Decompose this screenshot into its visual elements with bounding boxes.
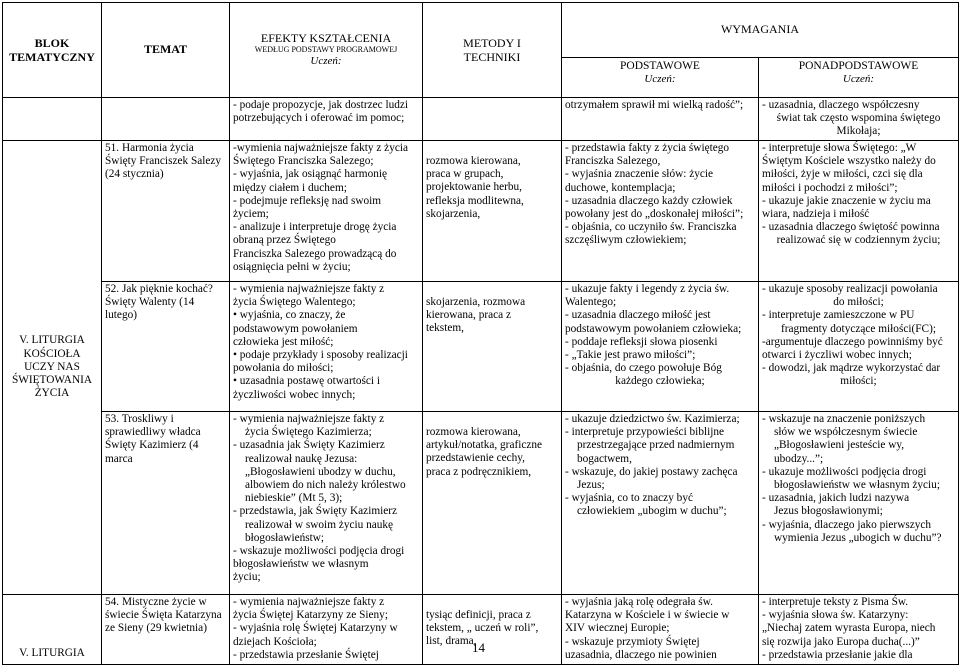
metody-52: skojarzenia, rozmowa kierowana, praca z tekstem, (423, 282, 562, 412)
curriculum-table (2, 2, 959, 665)
header-wymagania: WYMAGANIA (562, 3, 959, 58)
podstawowe-51: - przedstawia fakty z życia świętego Franciszka Salezego, - wyjaśnia znaczenie słów: życie duchowe, kontemplacja; - uzasadnia dlaczego każdy człowiek powołany jest do „doskonałej miłości”; - objaśnia, co uczyniło św. Franciszka szczęśliwym człowiekiem; (562, 141, 759, 282)
ponad-53: - wskazuje na znaczenie poniższych słów we współczesnym świecie „Błogosławieni jesteście wy, ubodzy...”; - ukazuje możliwości podjęcia drogi błogosławieństw we własnym życiu; - uzasadnia, jakich ludzi nazywa Jezus błogosławionymi; - wyjaśnia, dlaczego jako pierwszych wymienia Jezus „ubogich w duchu”? (759, 412, 959, 595)
podstawowe-53: - ukazuje dziedzictwo św. Kazimierza; - interpretuje przypowieści biblijne przestrzegające przed nadmiernym bogactwem, - wskazuje, do jakiej postawy zachęca Jezus; - wyjaśnia, co to znaczy być człowiekiem „ubogim w duchu”; (562, 412, 759, 595)
header-temat: TEMAT (102, 3, 230, 98)
carry-efekty: - podaje propozycje, jak dostrzec ludzi potrzebujących i oferować im pomoc; (230, 98, 423, 141)
efekty-51: -wymienia najważniejsze fakty z życia Świętego Franciszka Salezego; - wyjaśnia, jak osiągnąć harmonię między ciałem i duchem; - podejmuje refleksję nad swoim życiem; - analizuje i interpretuje drogę życia obraną przez Świętego Franciszka Salezego prowadzącą do osiągnięcia pełni w życiu; (230, 141, 423, 282)
carry-ponad: - uzasadnia, dlaczego współczesny świat tak często wspomina świętego Mikołaja; (759, 98, 959, 141)
carry-podstawowe: otrzymałem sprawił mi wielką radość”; (562, 98, 759, 141)
efekty-53: - wymienia najważniejsze fakty z życia Świętego Kazimierza; - uzasadnia jak Święty Kazimierz realizował naukę Jezusa: „Błogosławieni ubodzy w duchu, albowiem do nich należy królestwo niebieskie” (Mt 5, 3); - przedstawia, jak Święty Kazimierz realizował w swoim życiu naukę błogosławieństw; - wskazuje możliwości podjęcia drogi błogosławieństw we własnym życiu; (230, 412, 423, 595)
podstawowe-54: - wyjaśnia jaką rolę odegrała św. Katarzyna w Kościele i w świecie w XIV wiecznej Europie; - wskazuje przymioty Świętej uzasadnia, dlaczego nie powinien (562, 595, 759, 665)
header-blok: BLOK TEMATYCZNY (3, 3, 102, 98)
temat-51: 51. Harmonia życia Święty Franciszek Salezy (24 stycznia) (102, 141, 230, 282)
carry-blok (3, 98, 102, 141)
temat-52: 52. Jak pięknie kochać? Święty Walenty (14 lutego) (102, 282, 230, 412)
block-liturgia-bottom: V. LITURGIA (3, 595, 102, 665)
temat-54: 54. Mistyczne życie w świecie Święta Katarzyna ze Sieny (29 kwietnia) (102, 595, 230, 665)
header-podstawowe: PODSTAWOWE Uczeń: (562, 58, 759, 98)
temat-53: 53. Troskliwy i sprawiedliwy władca Święty Kazimierz (4 marca (102, 412, 230, 595)
efekty-52: - wymienia najważniejsze fakty z życia Świętego Walentego; • wyjaśnia, co znaczy, że podstawowym powołaniem człowieka jest miłość; • podaje przykłady i sposoby realizacji powołania do miłości; • uzasadnia postawę otwartości i życzliwości wobec innych; (230, 282, 423, 412)
ponad-51: - interpretuje słowa Świętego: „W Świętym Kościele wszystko należy do miłości, żyje w miłości, czci się dla miłości i pochodzi z miłości”; - ukazuje jakie znaczenie w życiu ma wiara, nadzieja i miłość - uzasadnia dlaczego świętość powinna realizować się w codziennym życiu; (759, 141, 959, 282)
podstawowe-52: - ukazuje fakty i legendy z życia św. Walentego; - uzasadnia dlaczego miłość jest podstawowym powołaniem człowieka; - poddaje refleksji słowa piosenki - „Takie jest prawo miłości”; - objaśnia, do czego powołuje Bóg każdego człowieka; (562, 282, 759, 412)
page-number: 14 (472, 640, 485, 655)
carry-metody (423, 98, 562, 141)
metody-54: tysiąc definicji, praca z tekstem, „ uczeń w roli”, list, drama, (423, 595, 562, 665)
metody-53: rozmowa kierowana, artykuł/notatka, graficzne przedstawienie cechy, praca z podręcznikiem, (423, 412, 562, 595)
metody-51: rozmowa kierowana, praca w grupach, projektowanie herbu, refleksja modlitewna, skojarzenia, (423, 141, 562, 282)
header-efekty: EFEKTY KSZTAŁCENIA WEDŁUG PODSTAWY PROGRAMOWEJ Uczeń: (230, 3, 423, 98)
carry-temat (102, 98, 230, 141)
header-metody: METODY I TECHNIKI (423, 3, 562, 98)
efekty-54: - wymienia najważniejsze fakty z życia Świętej Katarzyny ze Sieny; - wyjaśnia rolę Świętej Katarzyny w dziejach Kościoła; - przedstawia przesłanie Świętej (230, 595, 423, 665)
header-ponadpodstawowe: PONADPODSTAWOWE Uczeń: (759, 58, 959, 98)
ponad-52: - ukazuje sposoby realizacji powołania do miłości; - interpretuje zamieszczone w PU fragmenty dotyczące miłości(FC); -argumentuje dlaczego powinniśmy być otwarci i życzliwi wobec innych; - dowodzi, jak mądrze wykorzystać dar miłości; (759, 282, 959, 412)
block-liturgia: V. LITURGIA KOŚCIOŁA UCZY NAS ŚWIĘTOWANIA ŻYCIA (3, 141, 102, 595)
ponad-54: - interpretuje teksty z Pisma Św. - wyjaśnia słowa św. Katarzyny: „Niechaj zatem wyrasta Europa, niech się rozwija jako Europa ducha(...)” - przedstawia przesłanie jakie dla (759, 595, 959, 665)
